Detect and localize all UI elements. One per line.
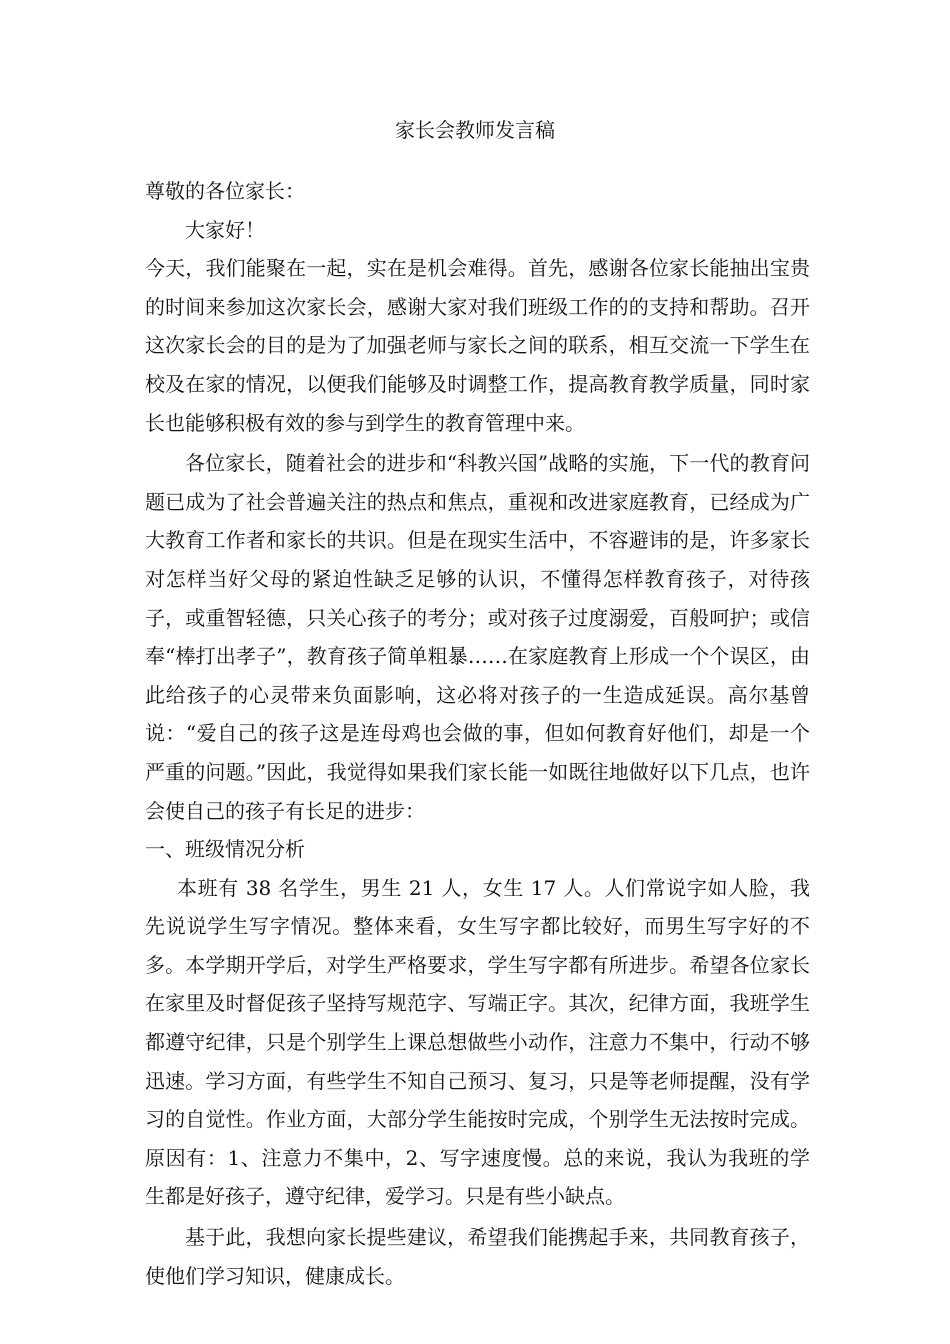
paragraph-analysis: 本班有 38 名学生，男生 21 人，女生 17 人。人们常说字如人脸，我先说说学生写字情况。整体来看，女生写字都比较好，而男生写字好的不多。本学期开学后，对学生严格要求，学生写字都有所进步。希望各位家长在家里及时督促孩子坚持写规范字、写端正字。其次，纪律方面，我班学生都遵守纪律，只是个别学生上课总想做些小动作，注意力不集中，行动不够迅速。学习方面，有些学生不知自己预习、复习，只是等老师提醒，没有学习的自觉性。作业方面，大部分学生能按时完成，个别学生无法按时完成。原因有：1、注意力不集中，2、写字速度慢。总的来说，我认为我班的学生都是好孩子，遵守纪律，爱学习。只是有些小缺点。 xyxy=(145,875,810,1209)
paragraph-intro: 今天，我们能聚在一起，实在是机会难得。首先，感谢各位家长能抽出宝贵的时间来参加这次家长会，感谢大家对我们班级工作的的支持和帮助。召开这次家长会的目的是为了加强老师与家长之间的联系，相互交流一下学生在校及在家的情况，以便我们能够及时调整工作，提高教育教学质量，同时家长也能够积极有效的参与到学生的教育管理中来。 xyxy=(145,256,810,435)
paragraph-closing: 基于此，我想向家长提些建议，希望我们能携起手来，共同教育孩子，使他们学习知识，健康成长。 xyxy=(145,1225,810,1288)
section-heading: 一、班级情况分析 xyxy=(145,837,305,862)
paragraph-context: 各位家长，随着社会的进步和“科教兴国”战略的实施，下一代的教育问题已成为了社会普遍关注的热点和焦点，重视和改进家庭教育，已经成为广大教育工作者和家长的共识。但是在现实生活中，不容避讳的是，许多家长对怎样当好父母的紧迫性缺乏足够的认识，不懂得怎样教育孩子，对待孩子，或重智轻德，只关心孩子的考分；或对孩子过度溺爱，百般呵护；或信奉“棒打出孝子”，教育孩子简单粗暴……在家庭教育上形成一个个误区，由此给孩子的心灵带来负面影响，这必将对孩子的一生造成延误。高尔基曾说：“爱自己的孩子这是连母鸡也会做的事，但如何教育好他们，却是一个严重的问题。”因此，我觉得如果我们家长能一如既往地做好以下几点，也许会使自己的孩子有长足的进步： xyxy=(145,451,810,823)
salutation: 尊敬的各位家长： xyxy=(145,179,305,203)
document-title: 家长会教师发言稿 xyxy=(395,118,555,142)
document-body xyxy=(145,172,810,1295)
greeting: 大家好！ xyxy=(185,217,265,242)
